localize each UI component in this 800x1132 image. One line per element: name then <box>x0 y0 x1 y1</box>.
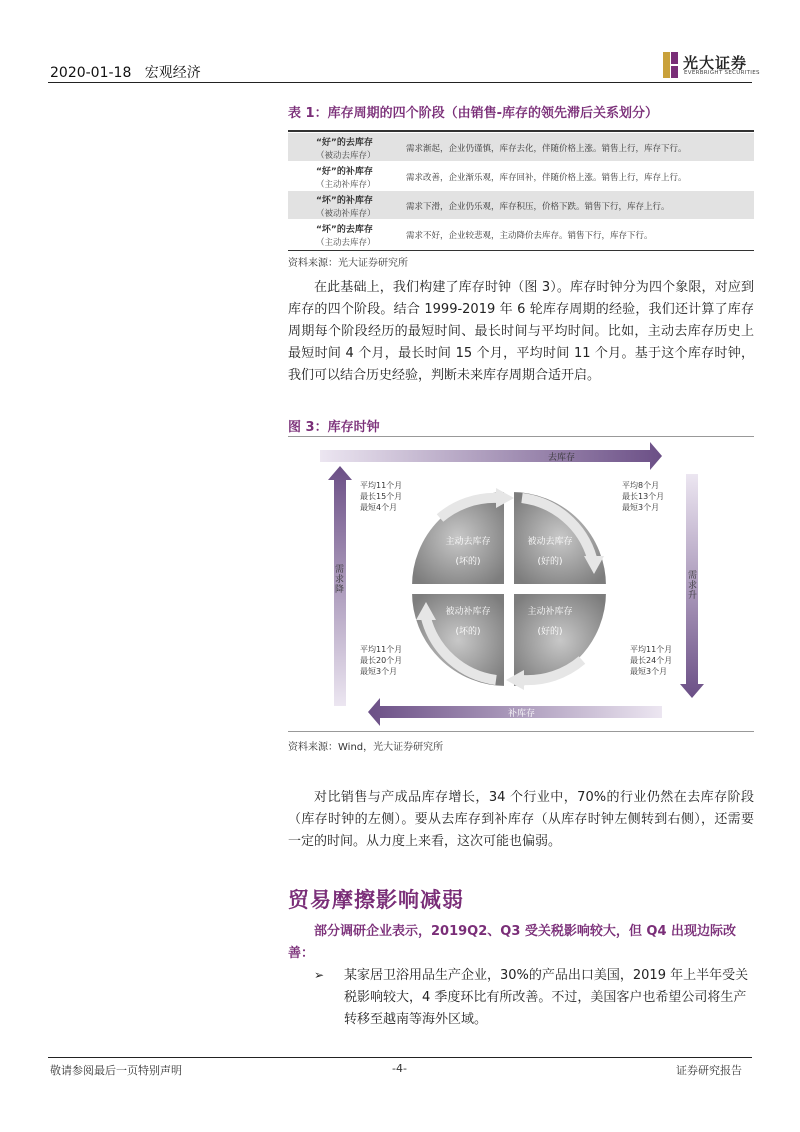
key-finding: 部分调研企业表示，2019Q2、Q3 受关税影响较大，但 Q4 出现边际改善： <box>288 924 737 961</box>
quadrant-tag: (坏的) <box>455 627 481 637</box>
right-arrow-char: 升 <box>688 591 698 601</box>
body-paragraph: 在此基础上，我们构建了库存时钟（图 3）。库存时钟分为四个象限，对应到库存的四个阶段。结合 1999-2019 年 6 轮库存周期的经验，我们还计算了库存周期每个阶段经历的最短时间、最长时间与平均时间。比如，主动去库存历史上最短时间 4 个月，最长时间 15 个月，平均时间 11 个月。基于这个库存时钟，我们可以结合历史经验，判断未来库存周期合适开启。 <box>288 280 754 383</box>
quadrant-label: 被动去库存 <box>527 537 573 547</box>
quadrant-label: 主动去库存 <box>445 537 491 547</box>
stage-type: （主动去库存） <box>316 238 376 248</box>
quadrant-label: 主动补库存 <box>527 607 573 617</box>
right-arrow-char: 求 <box>688 581 698 591</box>
table-caption: 表 1：库存周期的四个阶段（由销售-库存的领先滞后关系划分） <box>288 106 658 121</box>
stat-line: 平均11个月 <box>630 645 673 654</box>
stat-line: 平均11个月 <box>360 645 403 654</box>
quadrant-tag: (好的) <box>537 557 563 567</box>
stage-name: “坏”的去库存 <box>316 225 373 235</box>
stage-description: 需求渐起，企业仍谨慎，库存去化，伴随价格上涨。销售上行，库存下行。 <box>406 144 687 154</box>
bottom-arrow-label: 补库存 <box>508 709 536 719</box>
quadrant-label: 被动补库存 <box>445 607 491 617</box>
stat-line: 最长24个月 <box>630 656 673 665</box>
right-arrow-label <box>688 570 700 601</box>
stage-name: “坏”的补库存 <box>316 196 373 206</box>
stage-name: “好”的去库存 <box>316 138 373 148</box>
stat-line: 平均8个月 <box>622 481 660 490</box>
stage-description: 需求下滑，企业仍乐观，库存积压，价格下跌。销售下行，库存上行。 <box>406 202 670 212</box>
brand-logo <box>663 50 759 80</box>
stage-type: （主动补库存） <box>316 180 376 190</box>
table-row <box>288 220 754 248</box>
table-row <box>288 133 754 161</box>
stat-line: 最短3个月 <box>630 667 668 676</box>
stat-line: 最长20个月 <box>360 656 403 665</box>
stat-line: 最长15个月 <box>360 492 403 501</box>
stage-description: 需求改善，企业渐乐观，库存回补，伴随价格上涨。销售上行，库存上行。 <box>406 173 687 183</box>
stat-line: 平均11个月 <box>360 481 403 490</box>
bullet-arrow-icon: ➢ <box>314 968 325 982</box>
left-arrow-char: 需 <box>335 565 345 575</box>
stage-name: “好”的补库存 <box>316 167 373 177</box>
report-date: 2020-01-18 <box>50 65 132 81</box>
logo-text-cn: 光大证券 <box>683 54 748 72</box>
header-divider <box>48 82 752 83</box>
quadrant-tag: (好的) <box>537 627 563 637</box>
body-paragraph: 对比销售与产成品库存增长，34 个行业中，70%的行业仍然在去库存阶段（库存时钟的左侧）。要从去库存到补库存（从库存时钟左侧转到右侧），还需要一定的时间。从力度上来看，这次可能也偏弱。 <box>288 790 754 849</box>
figure-bottom-rule <box>288 731 754 732</box>
figure-top-rule <box>288 436 754 437</box>
report-category: 宏观经济 <box>144 65 201 81</box>
stat-line: 最短3个月 <box>360 667 398 676</box>
stat-line: 最短3个月 <box>622 503 660 512</box>
left-arrow-char: 求 <box>335 575 345 585</box>
inventory-clock-diagram <box>300 440 730 730</box>
stage-type: （被动去库存） <box>316 151 376 161</box>
table-row <box>288 162 754 190</box>
footer-report-type: 证券研究报告 <box>676 1064 742 1077</box>
stat-line: 最短4个月 <box>360 503 398 512</box>
stat-line: 最长13个月 <box>622 492 665 501</box>
footer-divider <box>48 1057 752 1058</box>
decrease-inventory-arrow <box>320 442 662 470</box>
table-source: 资料来源：光大证券研究所 <box>288 258 408 269</box>
logo-mark-icon <box>663 52 679 78</box>
stage-type: （被动补库存） <box>316 209 376 219</box>
figure-caption: 图 3：库存时钟 <box>288 420 380 435</box>
footer-disclaimer: 敬请参阅最后一页特别声明 <box>50 1064 182 1077</box>
logo-text-en: EVERBRIGHT SECURITIES <box>684 70 760 76</box>
left-arrow-char: 降 <box>335 585 345 595</box>
top-arrow-label: 去库存 <box>548 453 576 463</box>
bullet-paragraph: 某家居卫浴用品生产企业，30%的产品出口美国，2019 年上半年受关税影响较大，4 季度环比有所改善。不过，美国客户也希望公司将生产转移至越南等海外区域。 <box>344 968 749 1027</box>
table-row <box>288 191 754 219</box>
quadrant-tag: (坏的) <box>455 557 481 567</box>
table-top-rule <box>288 130 754 132</box>
figure-source: 资料来源：Wind，光大证券研究所 <box>288 742 444 753</box>
table-bottom-rule <box>288 250 754 251</box>
stage-description: 需求不好，企业较悲观，主动降价去库存。销售下行，库存下行。 <box>406 231 653 241</box>
right-arrow-char: 需 <box>688 571 698 581</box>
report-date-category <box>50 62 201 82</box>
section-title: 贸易摩擦影响减弱 <box>288 888 464 912</box>
page-number: -4- <box>392 1062 407 1075</box>
